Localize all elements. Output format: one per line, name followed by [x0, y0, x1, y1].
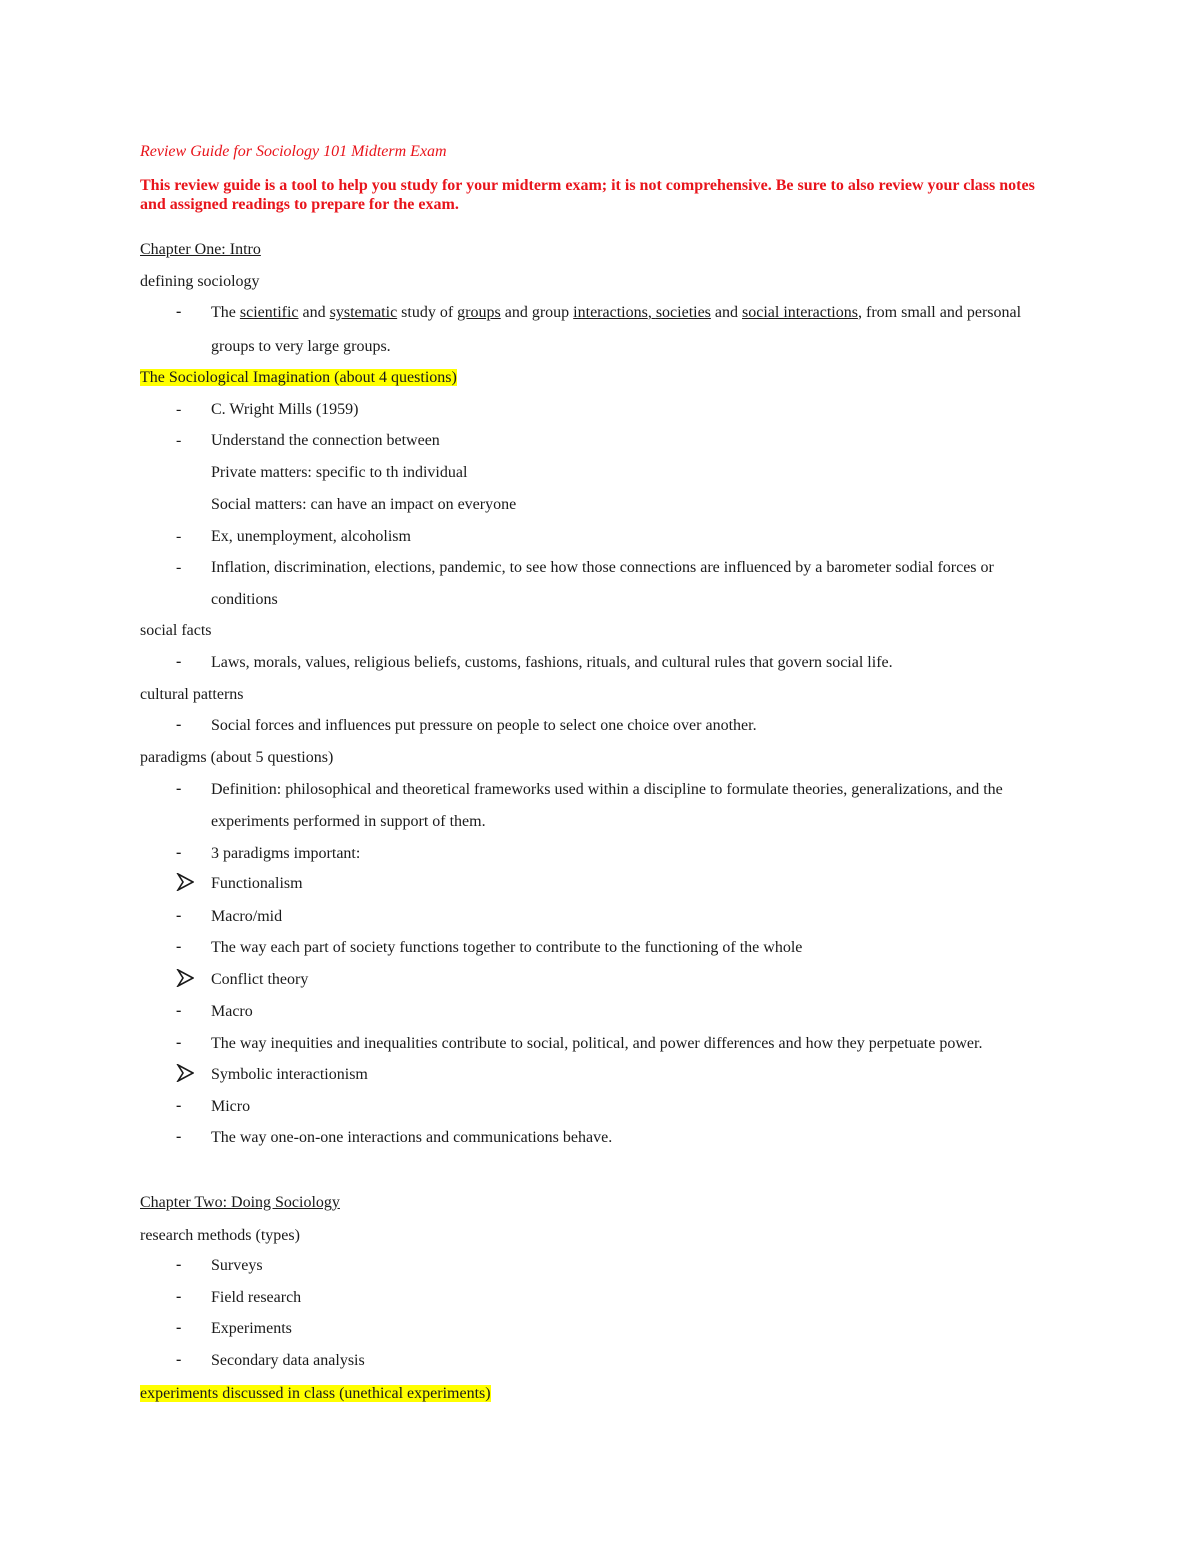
topic-defining-sociology: defining sociology: [140, 273, 260, 290]
topic-research-methods: research methods (types): [140, 1227, 300, 1244]
item-conflict-description: The way inequities and inequalities contribute to social, political, and power differences and how they perpetuate power.: [211, 1035, 983, 1052]
topic-paradigms: paradigms (about 5 questions): [140, 749, 334, 766]
dash-bullet: -: [176, 303, 182, 320]
dash-bullet: -: [176, 528, 182, 545]
chapter-two-heading: Chapter Two: Doing Sociology: [140, 1194, 340, 1211]
dash-bullet: -: [176, 938, 182, 955]
dash-bullet: -: [176, 1319, 182, 1336]
arrow-bullet-icon: [176, 969, 194, 987]
item-micro: Micro: [211, 1098, 251, 1115]
item-three-paradigms: 3 paradigms important:: [211, 845, 361, 862]
item-social-forces: Social forces and influences put pressure on people to select one choice over another.: [211, 717, 757, 734]
chapter-one-heading: Chapter One: Intro: [140, 241, 261, 258]
dash-bullet: -: [176, 432, 182, 449]
item-symbolic-description: The way one-on-one interactions and communications behave.: [211, 1129, 613, 1146]
item-experiments: Experiments: [211, 1320, 292, 1337]
dash-bullet: -: [176, 1034, 182, 1051]
item-surveys: Surveys: [211, 1257, 263, 1274]
item-definition-continued: experiments performed in support of them.: [211, 813, 486, 830]
item-laws: Laws, morals, values, religious beliefs, customs, fashions, rituals, and cultural rules that govern social life.: [211, 654, 893, 671]
item-symbolic-interactionism: Symbolic interactionism: [211, 1066, 368, 1083]
item-macro-mid: Macro/mid: [211, 908, 283, 925]
topic-sociological-imagination: The Sociological Imagination (about 4 questions): [140, 369, 457, 386]
dash-bullet: -: [176, 780, 182, 797]
item-inflation: Inflation, discrimination, elections, pandemic, to see how those connections are influenced by a barometer sodial forces or: [211, 559, 994, 576]
document-title: Review Guide for Sociology 101 Midterm Exam: [140, 143, 447, 160]
topic-unethical-experiments: experiments discussed in class (unethical experiments): [140, 1385, 491, 1402]
dash-bullet: -: [176, 653, 182, 670]
dash-bullet: -: [176, 1097, 182, 1114]
dash-bullet: -: [176, 907, 182, 924]
definition-continued: groups to very large groups.: [211, 338, 391, 355]
item-secondary-data: Secondary data analysis: [211, 1352, 365, 1369]
dash-bullet: -: [176, 1351, 182, 1368]
topic-social-facts: social facts: [140, 622, 212, 639]
item-conflict-theory: Conflict theory: [211, 971, 309, 988]
dash-bullet: -: [176, 844, 182, 861]
dash-bullet: -: [176, 1256, 182, 1273]
dash-bullet: -: [176, 1128, 182, 1145]
item-field-research: Field research: [211, 1289, 302, 1306]
dash-bullet: -: [176, 716, 182, 733]
item-macro: Macro: [211, 1003, 253, 1020]
definition-text: The scientific and systematic study of groups and group interactions, societies and social interactions, from small and personal: [211, 304, 1022, 321]
item-conditions: conditions: [211, 591, 278, 608]
arrow-bullet-icon: [176, 1064, 194, 1082]
intro-note: This review guide is a tool to help you study for your midterm exam; it is not comprehensive. Be sure to also review your class notes and assigned readings to prepare for the exam.: [140, 177, 1035, 213]
arrow-bullet-icon: [176, 873, 194, 891]
item-mills: C. Wright Mills (1959): [211, 401, 359, 418]
dash-bullet: -: [176, 1002, 182, 1019]
item-social-matters: Social matters: can have an impact on everyone: [211, 496, 517, 513]
item-understand: Understand the connection between: [211, 432, 440, 449]
item-functionalism: Functionalism: [211, 875, 303, 892]
item-private-matters: Private matters: specific to th individual: [211, 464, 468, 481]
item-definition: Definition: philosophical and theoretical frameworks used within a discipline to formulate theories, generalizations, and the: [211, 781, 1003, 798]
item-examples: Ex, unemployment, alcoholism: [211, 528, 411, 545]
dash-bullet: -: [176, 1288, 182, 1305]
dash-bullet: -: [176, 559, 182, 576]
topic-cultural-patterns: cultural patterns: [140, 686, 244, 703]
dash-bullet: -: [176, 401, 182, 418]
item-functionalism-description: The way each part of society functions together to contribute to the functioning of the whole: [211, 939, 803, 956]
